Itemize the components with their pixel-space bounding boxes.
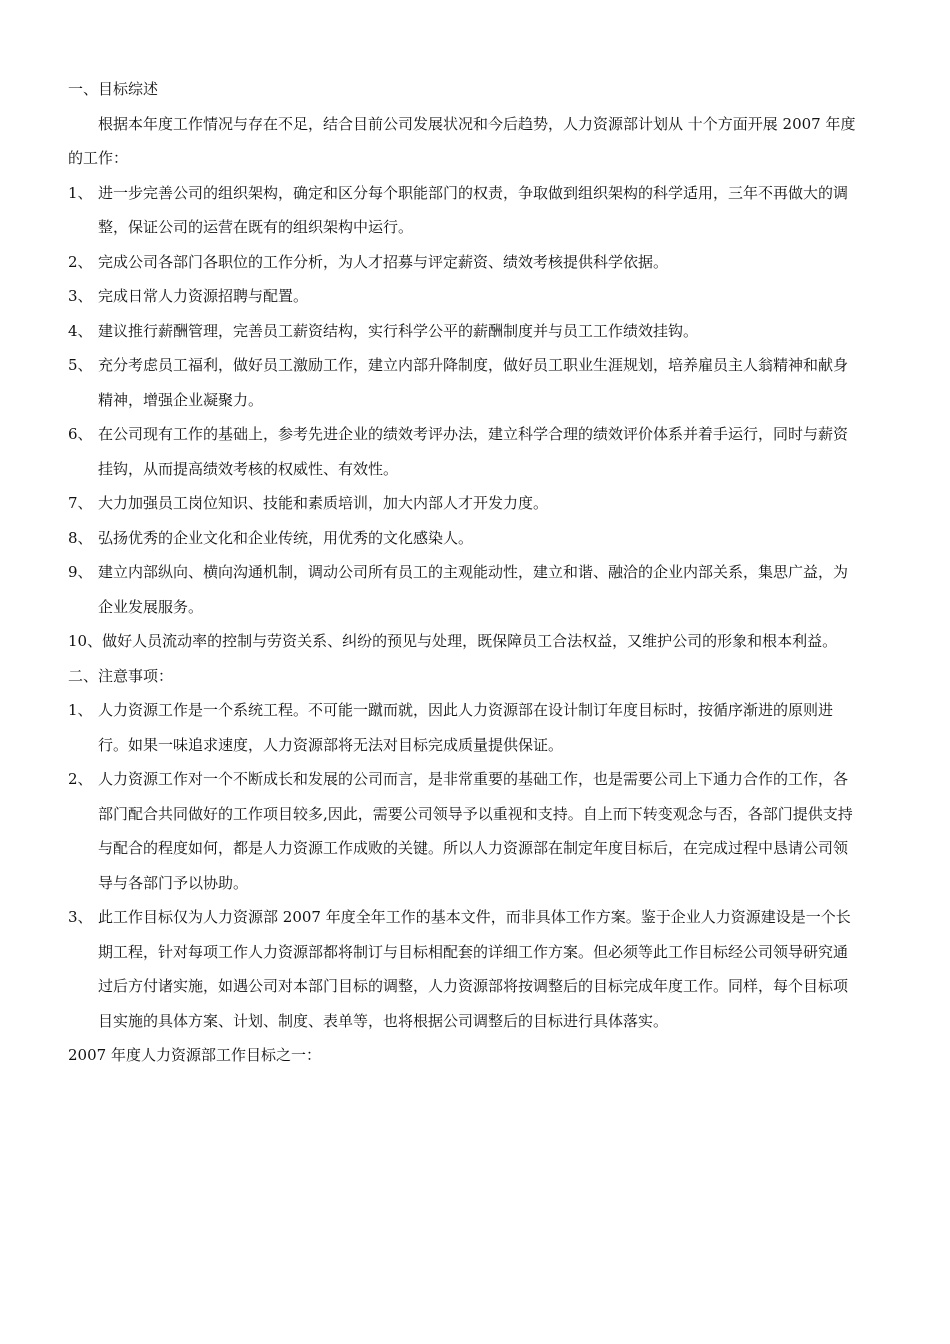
item-text: 人力资源工作对一个不断成长和发展的公司而言，是非常重要的基础工作，也是需要公司上下通力合作的工作，各部门配合共同做好的工作项目较多,因此，需要公司领导予以重视和支持。自上而下转变观念与否，各部门提供支持与配合的程度如何，都是人力资源工作成败的关键。所以人力资源部在制定年度目标后，在完成过程中恳请公司领导与各部门予以协助。 (98, 770, 853, 892)
item-text: 建议推行薪酬管理，完善员工薪资结构，实行科学公平的薪酬制度并与员工工作绩效挂钩。 (98, 321, 699, 340)
item-number: 3、 (68, 908, 93, 926)
item-text: 进一步完善公司的组织架构，确定和区分每个职能部门的权责，争取做到组织架构的科学适用，三年不再做大的调整，保证公司的运营在既有的组织架构中运行。 (98, 183, 849, 236)
list-item (68, 762, 862, 900)
list-item (68, 314, 862, 349)
item-text: 完成日常人力资源招聘与配置。 (98, 287, 309, 305)
list-item (68, 624, 862, 659)
item-number: 5、 (68, 356, 93, 374)
goal-title: 2007 年度人力资源部工作目标之一： (68, 1046, 321, 1064)
item-text: 大力加强员工岗位知识、技能和素质培训，加大内部人才开发力度。 (98, 494, 549, 512)
item-text: 人力资源工作是一个系统工程。不可能一蹴而就，因此人力资源部在设计制订年度目标时，按循序渐进的原则进行。如果一味追求速度，人力资源部将无法对目标完成质量提供保证。 (98, 701, 834, 754)
item-text: 充分考虑员工福利，做好员工激励工作，建立内部升降制度，做好员工职业生涯规划，培养雇员主人翁精神和献身精神，增强企业凝聚力。 (98, 356, 849, 409)
item-number: 9、 (68, 563, 93, 581)
item-number: 7、 (68, 494, 93, 512)
item-number: 2、 (68, 770, 93, 788)
item-number: 1、 (68, 701, 93, 719)
list-item (68, 348, 862, 417)
item-number: 6、 (68, 425, 93, 443)
item-text: 做好人员流动率的控制与劳资关系、纠纷的预见与处理，既保障员工合法权益，又维护公司的形象和根本利益。 (102, 632, 838, 650)
item-text: 在公司现有工作的基础上，参考先进企业的绩效考评办法，建立科学合理的绩效评价体系并着手运行，同时与薪资挂钩，从而提高绩效考核的权威性、有效性。 (98, 425, 849, 478)
item-number: 4、 (68, 321, 93, 340)
list-item (68, 279, 862, 314)
section2-list (68, 693, 862, 1038)
item-number: 8、 (68, 528, 93, 547)
item-number: 1、 (68, 183, 93, 202)
list-item (68, 417, 862, 486)
section1-heading: 一、目标综述 (68, 80, 159, 98)
list-item (68, 176, 862, 245)
document-page (68, 72, 862, 1073)
list-item (68, 521, 862, 556)
list-item (68, 486, 862, 521)
section1-list (68, 176, 862, 659)
item-number: 10、 (68, 632, 103, 650)
item-text: 此工作目标仅为人力资源部 2007 年度全年工作的基本文件，而非具体工作方案。鉴于企业人力资源建设是一个长期工程，针对每项工作人力资源部都将制订与目标相配套的详细工作方案。但必须等此工作目标经公司领导研究通过后方付诸实施，如遇公司对本部门目标的调整，人力资源部将按调整后的目标完成年度工作。同样，每个目标项目实施的具体方案、计划、制度、表单等，也将根据公司调整后的目标进行具体落实。 (98, 908, 851, 1030)
list-item (68, 693, 862, 762)
item-text: 完成公司各部门各职位的工作分析，为人才招募与评定薪资、绩效考核提供科学依据。 (98, 252, 669, 271)
section2-heading: 二、注意事项： (68, 666, 174, 685)
item-text: 弘扬优秀的企业文化和企业传统，用优秀的文化感染人。 (98, 528, 474, 547)
list-item (68, 245, 862, 280)
list-item (68, 555, 862, 624)
item-text: 建立内部纵向、横向沟通机制，调动公司所有员工的主观能动性，建立和谐、融洽的企业内部关系，集思广益，为企业发展服务。 (98, 563, 849, 616)
section1-intro: 根据本年度工作情况与存在不足，结合目前公司发展状况和今后趋势，人力资源部计划从 十个方面开展 2007 年度的工作： (68, 114, 856, 167)
item-number: 2、 (68, 252, 93, 271)
item-number: 3、 (68, 287, 93, 305)
list-item (68, 900, 862, 1038)
